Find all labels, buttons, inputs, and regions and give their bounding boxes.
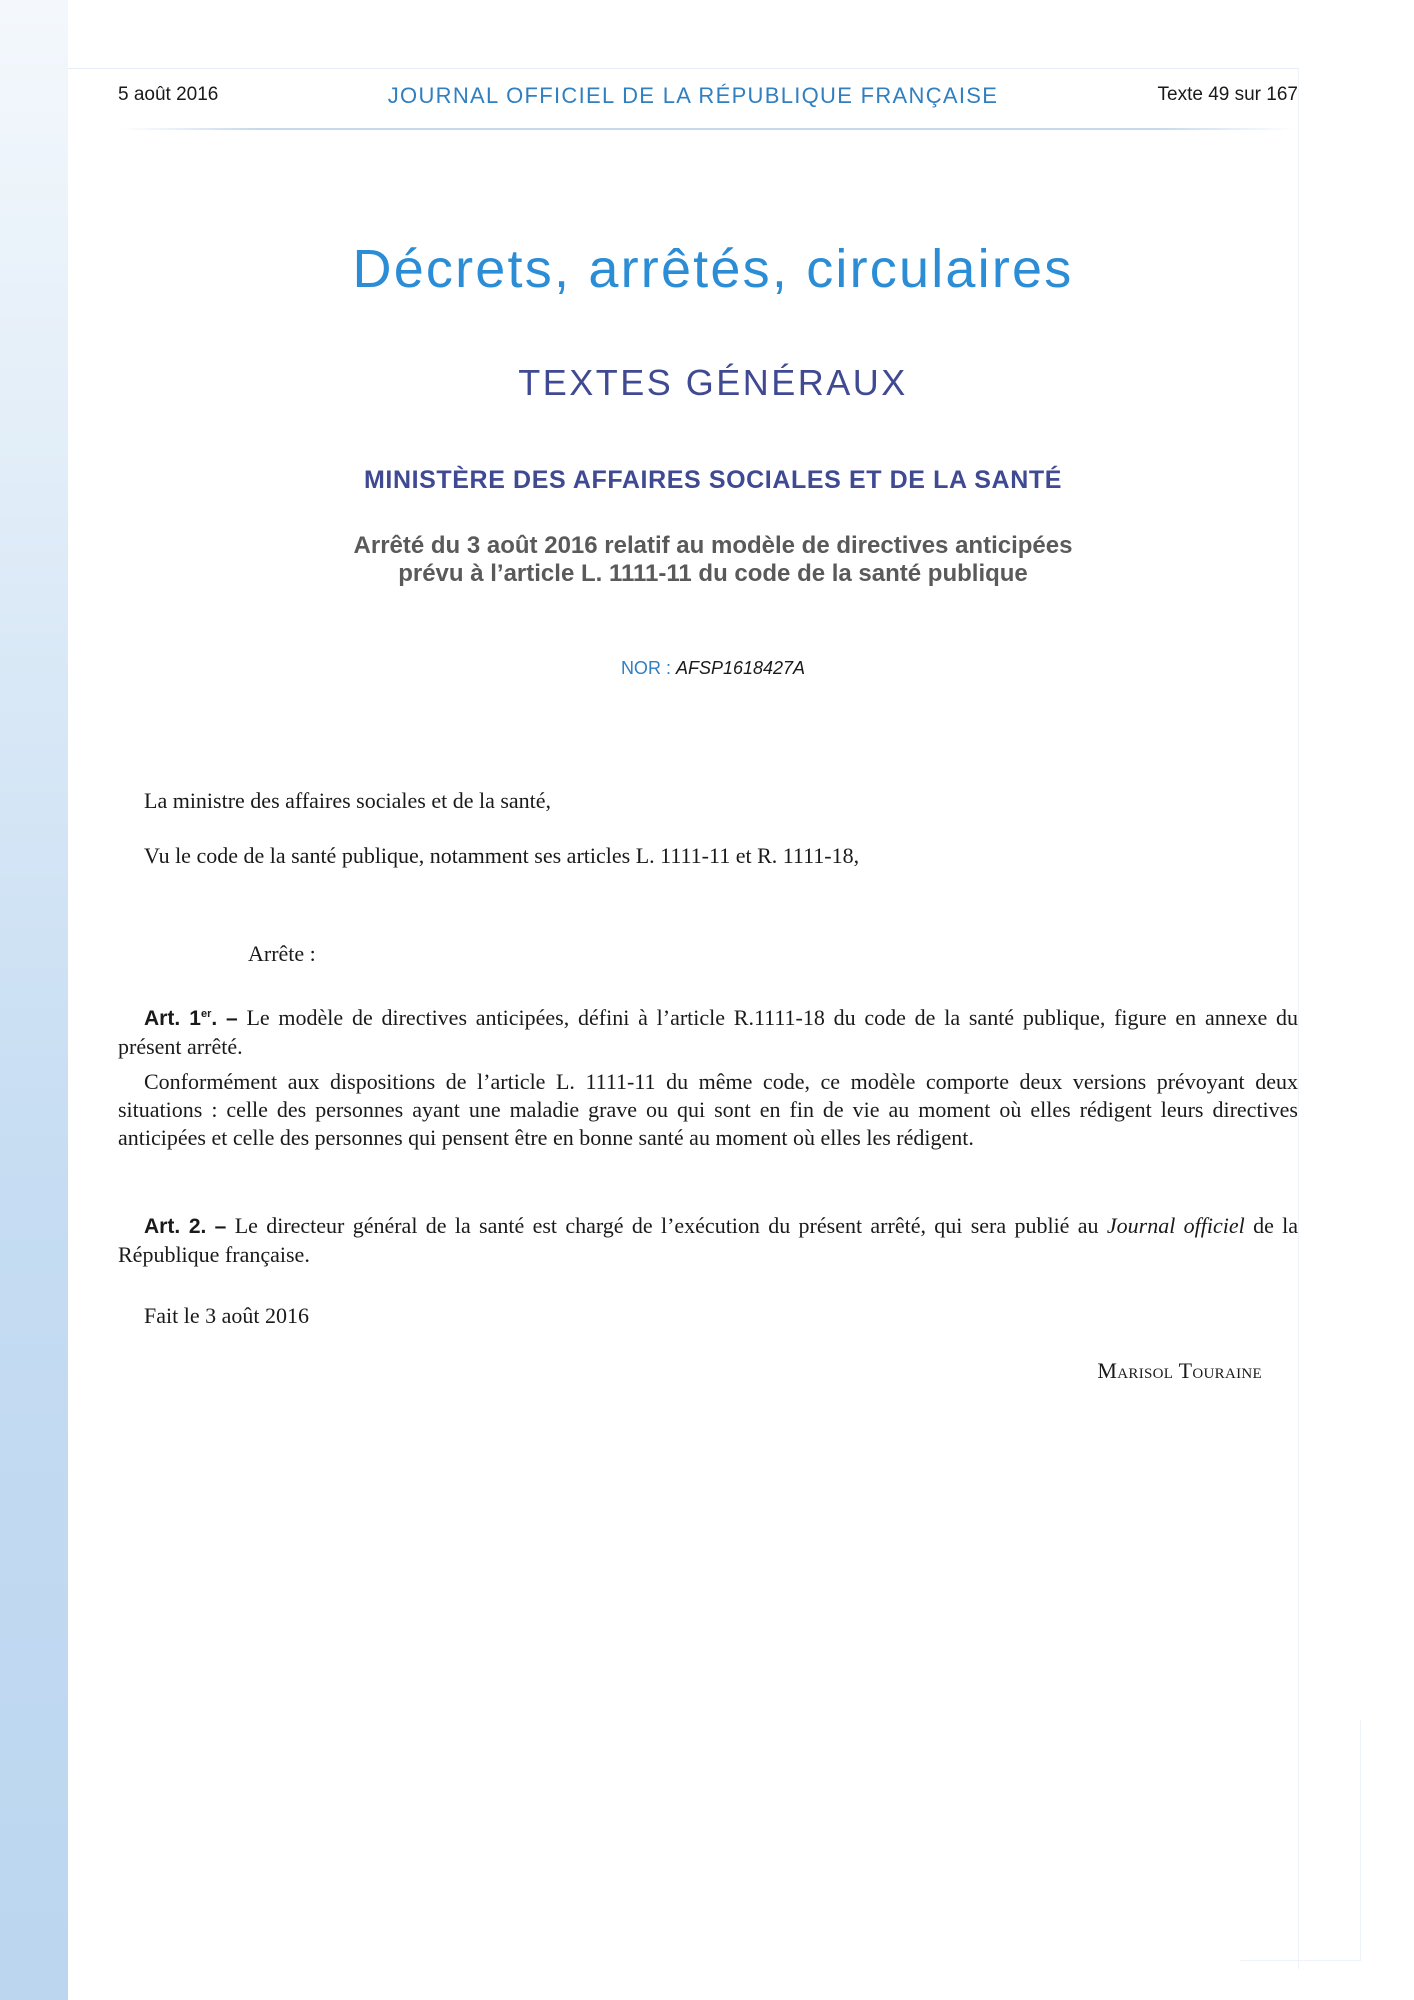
left-margin-band xyxy=(0,0,68,2000)
section-title: Décrets, arrêtés, circulaires xyxy=(352,239,1074,299)
article-1-label: Art. 1er. xyxy=(144,1007,218,1030)
nor-label: NOR : xyxy=(620,658,671,678)
article-1-text: Le modèle de directives anticipées, défini à l’article R.1111-18 du code de la santé publique, figure en annexe du présent arrêté. xyxy=(118,1005,1299,1059)
article-2-text-end: de la République française. xyxy=(118,1213,1299,1267)
page-edge-shadow xyxy=(1240,1720,1361,1961)
article-2-dash: – xyxy=(214,1215,227,1238)
subsection-title: TEXTES GÉNÉRAUX xyxy=(518,362,908,403)
decree-title-line-1: Arrêté du 3 août 2016 relatif au modèle de directives anticipées xyxy=(353,532,1073,559)
page-header xyxy=(118,84,1298,110)
done-date: Fait le 3 août 2016 xyxy=(144,1303,309,1328)
decree-title xyxy=(68,532,1358,588)
vu-line: Vu le code de la santé publique, notamment ses articles L. 1111-11 et R. 1111-18, xyxy=(144,843,860,868)
decree-title-line-2: prévu à l’article L. 1111-11 du code de la santé publique xyxy=(398,560,1028,587)
nor-value: AFSP1618427A xyxy=(675,658,806,678)
header-journal-title: JOURNAL OFFICIEL DE LA RÉPUBLIQUE FRANÇAISE xyxy=(387,83,999,108)
article-2 xyxy=(118,1212,1298,1269)
nor-reference xyxy=(68,658,1358,679)
article-1 xyxy=(118,1000,1298,1061)
header-text-number: Texte 49 sur 167 xyxy=(1157,84,1298,105)
arrete-line: Arrête : xyxy=(248,941,316,966)
article-2-journal-italic: Journal officiel xyxy=(1106,1213,1245,1238)
header-divider xyxy=(118,128,1298,130)
signature: Marisol Touraine xyxy=(1097,1358,1262,1383)
header-date: 5 août 2016 xyxy=(118,84,219,105)
minister-line: La ministre des affaires sociales et de la santé, xyxy=(144,788,552,813)
article-2-label: Art. 2. xyxy=(144,1215,207,1238)
article-2-text: Le directeur général de la santé est chargé de l’exécution du présent arrêté, qui sera publié au xyxy=(234,1213,1099,1238)
article-1-paragraph-2: Conformément aux dispositions de l’article L. 1111-11 du même code, ce modèle comporte deux versions prévoyant deux situations : celle des personnes ayant une maladie grave ou qui sont en fin de vie au moment où elles rédigent leurs directives anticipées et celle des personnes qui pensent être en bonne santé au moment où elles les rédigent. xyxy=(118,1069,1298,1150)
article-1-dash: – xyxy=(225,1007,238,1030)
ministry-name: MINISTÈRE DES AFFAIRES SOCIALES ET DE LA SANTÉ xyxy=(363,466,1063,494)
